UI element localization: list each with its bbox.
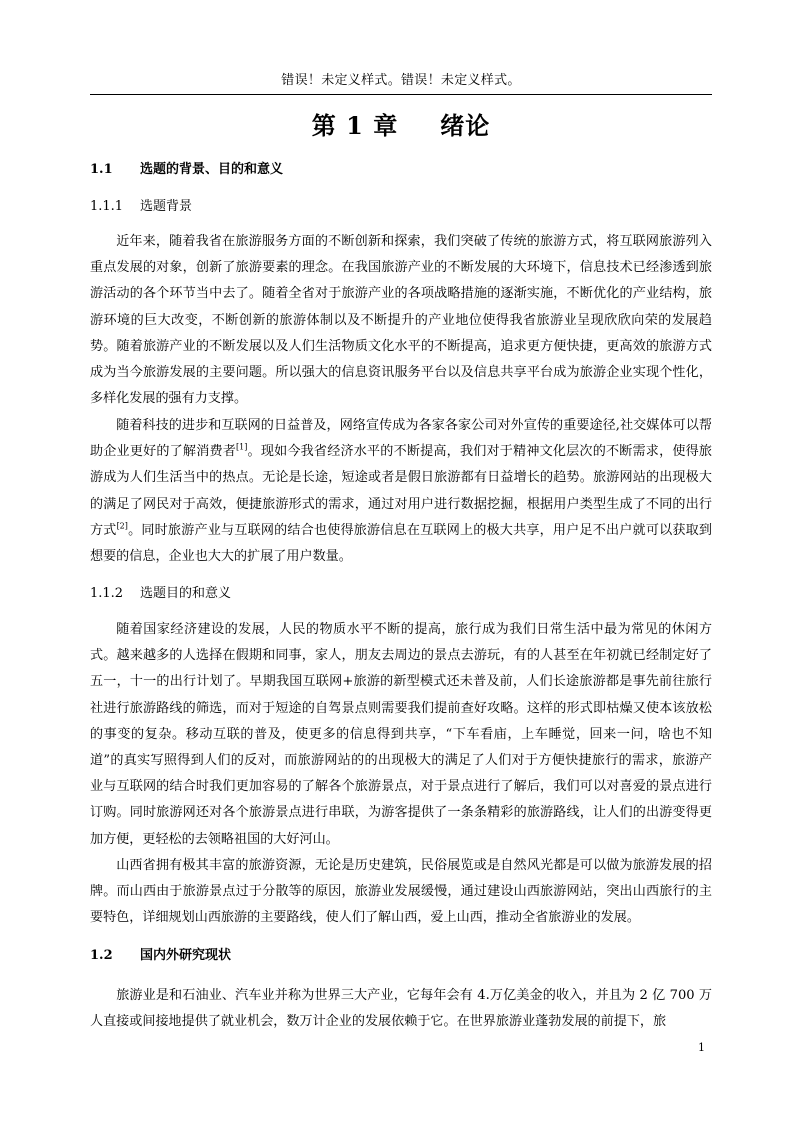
subsection-number: 1.1.1: [90, 199, 124, 214]
subsection-heading-1-1-1: [90, 197, 192, 217]
section-title: 选题的背景、目的和意义: [140, 162, 284, 177]
subsection-number: 1.1.2: [90, 586, 124, 601]
section-number: 1.1: [90, 162, 113, 177]
page-number: 1: [698, 1041, 705, 1054]
subsection-heading-1-1-2: [90, 584, 231, 604]
paragraph-text: 。同时旅游产业与互联网的结合也使得旅游信息在互联网上的极大共享，用户足不出户就可以获取到想要的信息，企业也大大的扩展了用户数量。: [90, 522, 713, 565]
paragraph-text: 。现如今我省经济水平的不断提高，我们对于精神文化层次的不断需求，使得旅游成为人们生活当中的热点。无论是长途，短途或者是假日旅游都有日益增长的趋势。旅游网站的出现极大的满足了网民对于高效，便捷旅游形式的需求，通过对用户进行数据挖掘，根据用户类型生成了不同的出行方式: [90, 444, 713, 538]
header-divider: [90, 94, 712, 95]
chapter-number: 第 1 章: [311, 111, 399, 140]
citation-2: [2]: [116, 521, 128, 531]
paragraph-shanxi: 山西省拥有极其丰富的旅游资源，无论是历史建筑，民俗展览或是自然风光都是可以做为旅游发展的招牌。而山西由于旅游景点过于分散等的原因，旅游业发展缓慢，通过建设山西旅游网站，突出山西旅行的主要特色，详细规划山西旅游的主要路线，使人们了解山西，爱上山西，推动全省旅游业的发展。: [90, 858, 712, 926]
citation-1: [1]: [236, 442, 248, 452]
subsection-title: 选题目的和意义: [140, 586, 232, 601]
subsection-title: 选题背景: [140, 199, 193, 214]
section-heading-1-2: [90, 946, 231, 966]
chapter-title: [90, 108, 712, 144]
paragraph-text: 随着科技的进步和互联网的日益普及，网络宣传成为各家各家公司对外宣传的重要途径,社交媒体可以帮助企业更好的了解消费者: [90, 418, 712, 460]
paragraph-background: 近年来，随着我省在旅游服务方面的不断创新和探索，我们突破了传统的旅游方式，将互联网旅游列入重点发展的对象，创新了旅游要素的理念。在我国旅游产业的不断发展的大环境下，信息技术已经渗透到旅游活动的各个环节当中去了。随着全省对于旅游产业的各项战略措施的逐渐实施，不断优化的产业结构，旅游环境的巨大改变，不断创新的旅游体制以及不断提升的产业地位使得我省旅游业呈现欣欣向荣的发展趋势。随着旅游产业的不断发展以及人们生活物质文化水平的不断提高，追求更方便快捷，更高效的旅游方式成为当今旅游发展的主要问题。所以强大的信息资讯服务平台以及信息共享平台成为旅游企业实现个性化，多样化发展的强有力支撑。: [90, 234, 712, 407]
running-header: 错误！未定义样式。错误！未定义样式。: [281, 73, 521, 88]
section-heading-1-1: [90, 160, 283, 180]
chapter-name: 绪论: [440, 111, 491, 140]
paragraph-internet: [90, 413, 712, 570]
section-number: 1.2: [90, 948, 113, 963]
paragraph-research-status: 旅游业是和石油业、汽车业并称为世界三大产业，它每年会有 4.万亿美金的收入，并且为 2 亿 700 万人直接或间接地提供了就业机会，数万计企业的发展依赖于它。在世界旅游业蓬勃发展的前提下，旅: [90, 988, 712, 1030]
section-title: 国内外研究现状: [140, 948, 232, 963]
paragraph-purpose: 随着国家经济建设的发展，人民的物质水平不断的提高，旅行成为我们日常生活中最为常见的休闲方式。越来越多的人选择在假期和同事，家人，朋友去周边的景点去游玩，有的人甚至在年初就已经制定好了五一，十一的出行计划了。早期我国互联网+旅游的新型模式还未普及前，人们长途旅游都是事先前往旅行社进行旅游路线的筛选，而对于短途的自驾景点则需要我们提前查好攻略。这样的形式即枯燥又使本该放松的事变的复杂。移动互联的普及，使更多的信息得到共享，“下车看庙，上车睡觉，回来一问，啥也不知道”的真实写照得到人们的反对，而旅游网站的的出现极大的满足了人们对于方便快捷旅行的需求，旅游产业与互联网的结合时我们更加容易的了解各个旅游景点，对于景点进行了解后，我们可以对喜爱的景点进行订购。同时旅游网还对各个旅游景点进行串联，为游客提供了一条条精彩的旅游路线，让人们的出游变得更加方便，更轻松的去领略祖国的大好河山。: [90, 622, 712, 847]
